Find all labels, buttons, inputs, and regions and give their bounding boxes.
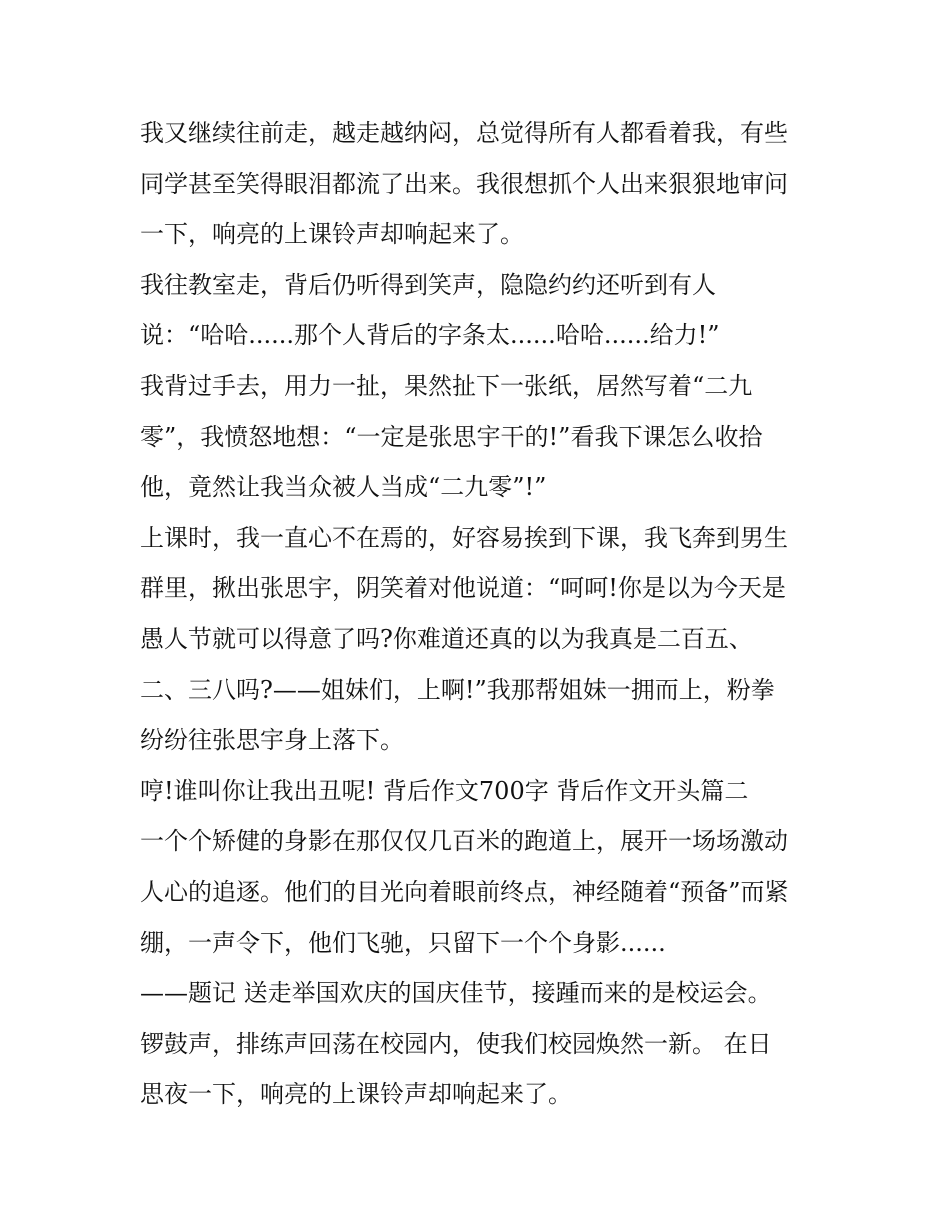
text-line: 纷纷往张思宇身上落下。 <box>140 726 404 755</box>
document-body <box>140 108 830 1120</box>
text-line: 上课时，我一直心不在焉的，好容易挨到下课，我飞奔到男生 <box>140 523 788 552</box>
text-line: 愚人节就可以得意了吗?你难道还真的以为我真是二百五、 <box>140 624 753 653</box>
text-line: 一下，响亮的上课铃声却响起来了。 <box>140 220 524 249</box>
text-line: 一个个矫健的身影在那仅仅几百米的跑道上，展开一场场激动 <box>140 827 788 856</box>
text-line: 同学甚至笑得眼泪都流了出来。我很想抓个人出来狠狠地审问 <box>140 169 788 198</box>
text-line: 我往教室走，背后仍听得到笑声，隐隐约约还听到有人 <box>140 270 716 299</box>
text-line: 我又继续往前走，越走越纳闷，总觉得所有人都看着我，有些 <box>140 119 788 147</box>
text-line: 说：“哈哈......那个人背后的字条太......哈哈......给力!” <box>140 321 720 350</box>
text-line: 人心的追逐。他们的目光向着眼前终点，神经随着“预备”而紧 <box>140 877 789 906</box>
text-line: ——题记 送走举国欢庆的国庆佳节，接踵而来的是校运会。 <box>140 979 772 1008</box>
text-line: 他，竟然让我当众被人当成“二九零”!” <box>140 473 547 502</box>
text-line: 二、三八吗?——姐妹们，上啊!”我那帮姐妹一拥而上，粉拳 <box>140 675 775 704</box>
text-line: 思夜一下，响亮的上课铃声却响起来了。 <box>140 1080 572 1109</box>
text-line: 锣鼓声，排练声回荡在校园内，使我们校园焕然一新。 在日 <box>140 1029 772 1058</box>
text-line: 群里，揪出张思宇，阴笑着对他说道：“呵呵!你是以为今天是 <box>140 574 786 603</box>
text-line: 哼!谁叫你让我出丑呢! 背后作文700字 背后作文开头篇二 <box>140 776 749 805</box>
text-line: 我背过手去，用力一扯，果然扯下一张纸，居然写着“二九 <box>140 371 753 400</box>
text-line: 绷，一声令下，他们飞驰，只留下一个个身影...... <box>140 928 666 957</box>
text-line: 零”，我愤怒地想：“一定是张思宇干的!”看我下课怎么收拾 <box>140 422 763 451</box>
